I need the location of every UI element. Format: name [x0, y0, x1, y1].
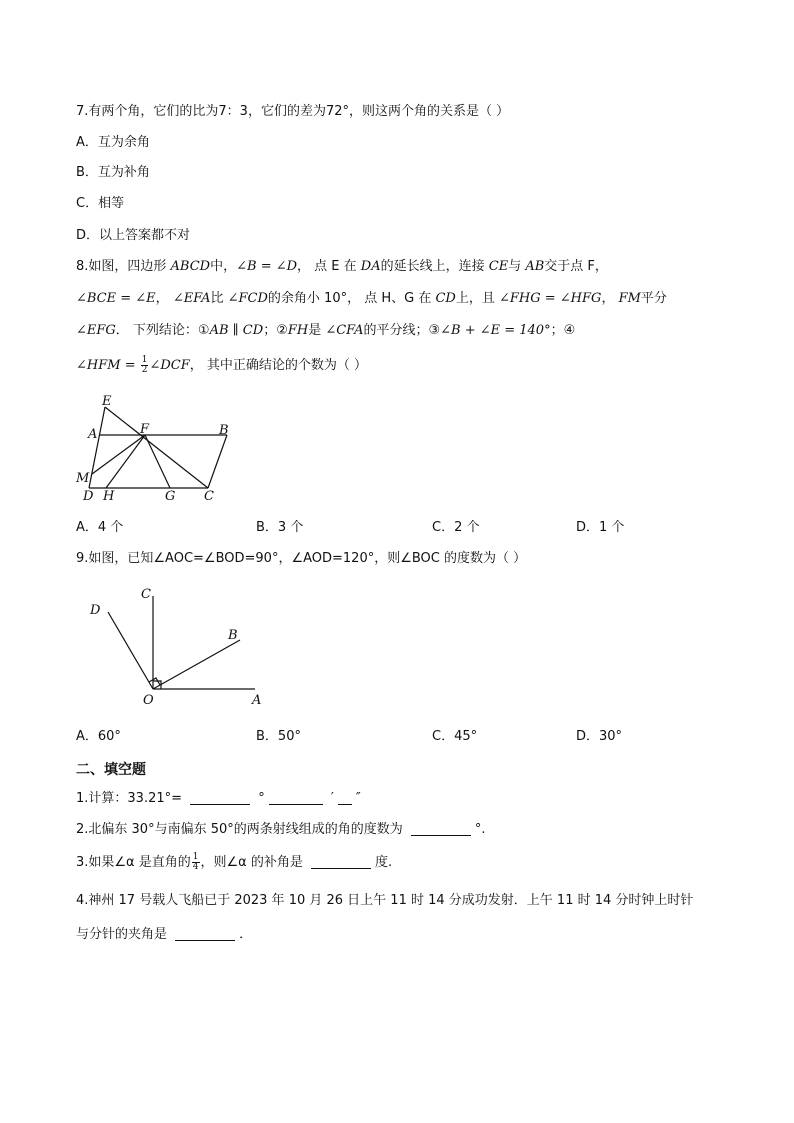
- q8-option-a: A．4 个: [76, 520, 124, 535]
- q9-option-d: D．30°: [576, 729, 623, 744]
- segment-BC: [208, 435, 227, 488]
- label-C: C: [204, 489, 214, 504]
- fill-question-2: 2.北偏东 30°与南偏东 50°的两条射线组成的角的度数为 °.: [76, 822, 486, 837]
- q8-stem-line3: ∠EFG． 下列结论：①AB ∥ CD；②FH是 ∠CFA的平分线；③∠B + ∠E = 140°；④: [76, 323, 576, 338]
- q7-option-a: A．互为余角: [76, 135, 150, 150]
- q7-option-c: C．相等: [76, 196, 125, 211]
- label-D: D: [83, 489, 94, 504]
- label-E: E: [102, 394, 112, 409]
- segment-FM: [92, 435, 145, 474]
- label-C: C: [141, 587, 151, 602]
- fill-question-3: 3.如果∠α 是直角的 $\frac{1}{4}$ ，则∠α 的补角是 度.: [76, 852, 393, 872]
- q9-option-a: A．60°: [76, 729, 121, 744]
- fraction-one-half: $\frac{1}{2}$: [141, 355, 148, 375]
- label-D: D: [90, 603, 101, 618]
- segment-ED: [89, 407, 105, 488]
- label-B: B: [219, 423, 229, 438]
- label-G: G: [165, 489, 176, 504]
- answer-blank: [311, 854, 371, 869]
- segment-FH: [106, 435, 145, 488]
- label-A: A: [88, 427, 98, 442]
- q8-stem-line4: ∠HFM = $\frac{1}{2}$ ∠DCF， 其中正确结论的个数为（ ）: [76, 355, 368, 375]
- q9-option-c: C．45°: [432, 729, 478, 744]
- segment-FG: [145, 435, 170, 488]
- q8-option-d: D．1 个: [576, 520, 625, 535]
- fill-question-4-line1: 4.神州 17 号载人飞船已于 2023 年 10 月 26 日上午 11 时 14 分成功发射．上午 11 时 14 分时钟上时针: [76, 893, 694, 908]
- q9-option-b: B．50°: [256, 729, 301, 744]
- q8-option-c: C．2 个: [432, 520, 480, 535]
- ray-OB: [153, 640, 240, 689]
- answer-blank: [175, 926, 235, 941]
- fill-question-4-line2: 与分针的夹角是 ．: [76, 927, 253, 942]
- answer-blank: [269, 790, 323, 805]
- label-H: H: [103, 489, 115, 504]
- q8-figure: [70, 390, 250, 510]
- label-A: A: [252, 693, 262, 708]
- q8-stem-line2: ∠BCE = ∠E， ∠EFA比 ∠FCD的余角小 10°， 点 H、G 在 CD上，且 ∠FHG = ∠HFG， FM平分: [76, 291, 667, 306]
- q9-stem: 9.如图，已知∠AOC=∠BOD=90°，∠AOD=120°，则∠BOC 的度数为（ ）: [76, 551, 527, 566]
- answer-blank: [411, 821, 471, 836]
- q9-figure: [80, 580, 270, 710]
- q7-option-b: B．互为补角: [76, 165, 150, 180]
- fraction-one-quarter: $\frac{1}{4}$: [192, 852, 199, 872]
- answer-blank: [338, 790, 352, 805]
- label-B: B: [228, 628, 238, 643]
- fill-question-1: 1.计算：33.21°= ° ′ ″: [76, 791, 361, 806]
- ray-OD: [108, 612, 153, 689]
- segment-EC: [105, 407, 208, 488]
- label-F: F: [140, 422, 150, 437]
- q8-option-b: B．3 个: [256, 520, 304, 535]
- answer-blank: [190, 790, 250, 805]
- q7-option-d: D．以上答案都不对: [76, 228, 191, 243]
- q7-stem: 7.有两个角，它们的比为7：3，它们的差为72°，则这两个角的关系是（ ）: [76, 104, 510, 119]
- section-title: 二、填空题: [76, 762, 146, 778]
- label-O: O: [143, 693, 154, 708]
- label-M: M: [76, 471, 90, 486]
- q8-stem-line1: 8.如图，四边形 ABCD中，∠B = ∠D， 点 E 在 DA的延长线上，连接 CE与 AB交于点 F，: [76, 259, 608, 274]
